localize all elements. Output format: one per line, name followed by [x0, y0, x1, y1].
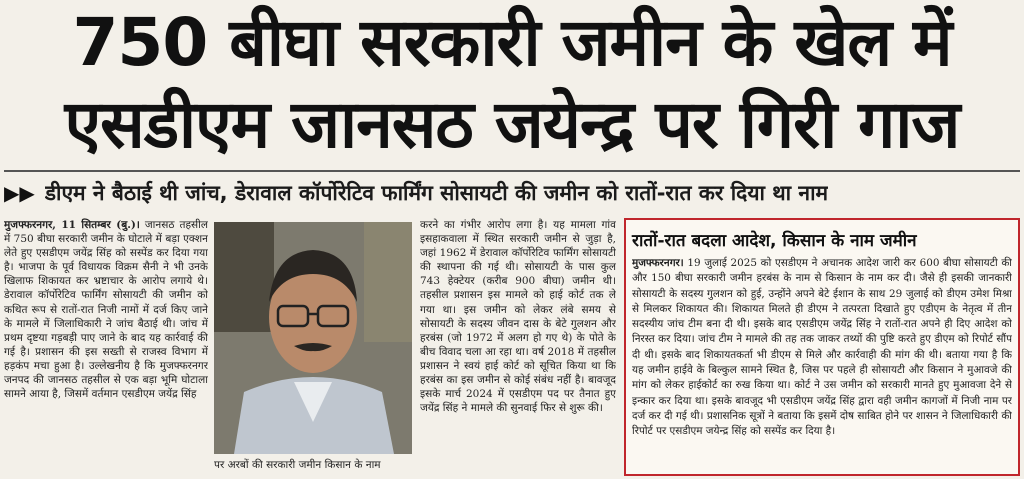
- sidebar-box: [624, 218, 1020, 476]
- sidebar-text: [632, 256, 1012, 470]
- subheadline: [4, 178, 1020, 208]
- double-arrow-icon: ▶▶: [4, 181, 35, 205]
- sidebar-dateline: मुजफ्फरनगर।: [632, 257, 684, 269]
- article-column-1: [4, 218, 208, 476]
- column-1-text: जानसठ तहसील में 750 बीघा सरकारी जमीन के घोटाले में बड़ा एक्शन लेते हुए एसडीएम जयेंद्र सिंह को सस्पेंड कर दिया गया है। भाजपा के पूर्व विधायक विक्रम सैनी ने भी उनके खिलाफ शिकायत कर भ्रष्टाचार के आरोप लगाये थे। डेरावाल कॉर्पोरेटिव फार्मिंग सोसायटी की जमीन को कथित रूप से रातों-रात निजी नामों में दर्ज किए जाने के मामले में जिलाधिकारी ने जांच बैठाई थी। जांच में प्रथम दृष्टया गड़बड़ी पाए जाने के बाद यह कार्रवाई की गई है। प्रशासन की इस सख्ती से राजस्व विभाग में हड़कंप मचा हुआ है। उल्लेखनीय है कि मुजफ्फरनगर जनपद की जानसठ तहसील से एक बड़ा भूमि घोटाला सामने आया है, जिसमें वर्तमान एसडीएम जयेंद्र सिंह: [4, 219, 208, 401]
- sidebar-body: 19 जुलाई 2025 को एसडीएम ने अचानक आदेश जारी कर 600 बीघा सोसायटी की और 150 बीघा सरकारी जमीन हरबंस के नाम से किसान के नाम कर दी। जैसे ही इसकी जानकारी सोसायटी के सदस्य गुलशन को हुई, उन्होंने अपने बेटे ईशान के साथ 29 जुलाई को डीएम उमेश मिश्रा से मिलकर शिकायत की। शिकायत मिलते ही डीएम ने तत्परता दिखाते हुए एडीएम के नेतृत्व में तीन सदस्यीय जांच टीम बना दी थी। इसके बाद एसडीएम जयेंद्र सिंह ने रातों-रात अपने ही दिए आदेश को निरस्त कर दिया। जांच टीम ने मामले की तह तक जाकर तथ्यों की पुष्टि करते हुए डीएम को रिपोर्ट सौंप दी थी। इसके बाद शिकायतकर्ता भी डीएम से मिले और कार्रवाही की मांग की थी। बताया गया है कि यह जमीन हाईवे के बिल्कुल सामने स्थित है, जिस पर पहले ही सोसायटी और किसान ने मुआवजे की मांग को लेकर हाईकोर्ट का रुख किया था। कोर्ट ने उस जमीन को सरकारी मानते हुए मुआवजा देने से इन्कार कर दिया था। इसके बावजूद भी एसडीएम जयेंद्र सिंह द्वारा वही जमीन कागजों में निजी नाम पर दर्ज कर दी गई थी। प्रशासनिक सूत्रों ने बताया कि इसमें दोष साबित होने पर शासन ने जिलाधिकारी की रिपोर्ट पर एसडीएम जयेन्द्र सिंह को सस्पेंड कर दिया है।: [632, 257, 1012, 438]
- dateline: मुजफ्फरनगर, 11 सितम्बर (बु.)।: [4, 219, 140, 231]
- article-column-3: [420, 218, 616, 476]
- sidebar-title: रातों-रात बदला आदेश, किसान के नाम जमीन: [632, 231, 917, 251]
- headline-line-1: 750 बीघा सरकारी जमीन के खेल में: [72, 4, 952, 81]
- column-3-text: करने का गंभीर आरोप लगा है। यह मामला गांव इसहाकवाला में स्थित सरकारी जमीन से जुड़ा है, जहां 1962 में डेरावाल कॉर्पोरेटिव फार्मिंग सोसायटी की स्थापना की गई थी। सोसायटी के पास कुल 743 हेक्टेयर (करीब 900 बीघा) जमीन थी। तहसील प्रशासन इस मामले को हाई कोर्ट तक ले गया था। इस जमीन को लेकर लंबे समय से सोसायटी के सदस्य जीवन दास के बेटे गुलशन और हरबंस (जो 1972 में अलग हो गए थे) के पोते के बीच विवाद चला आ रहा था। वर्ष 2018 में तहसील प्रशासन ने स्वयं हाई कोर्ट को सूचित किया था कि हरबंस का इस जमीन से कोई संबंध नहीं है। बावजूद इसके मार्च 2024 में एसडीएम पद पर तैनात हुए जयेंद्र सिंह ने मामले की सुनवाई फिर से शुरू की।: [420, 219, 616, 415]
- subheadline-text: डीएम ने बैठाई थी जांच, डेरावाल कॉर्पोरेटिव फार्मिंग सोसायटी की जमीन को रातों-रात कर दिया था नाम: [44, 181, 829, 205]
- photo-caption: पर अरबों की सरकारी जमीन किसान के नाम: [214, 459, 381, 471]
- headline-line-2: एसडीएम जानसठ जयेन्द्र पर गिरी गाज: [64, 86, 960, 163]
- officer-photo: [214, 222, 412, 454]
- divider: [4, 170, 1020, 172]
